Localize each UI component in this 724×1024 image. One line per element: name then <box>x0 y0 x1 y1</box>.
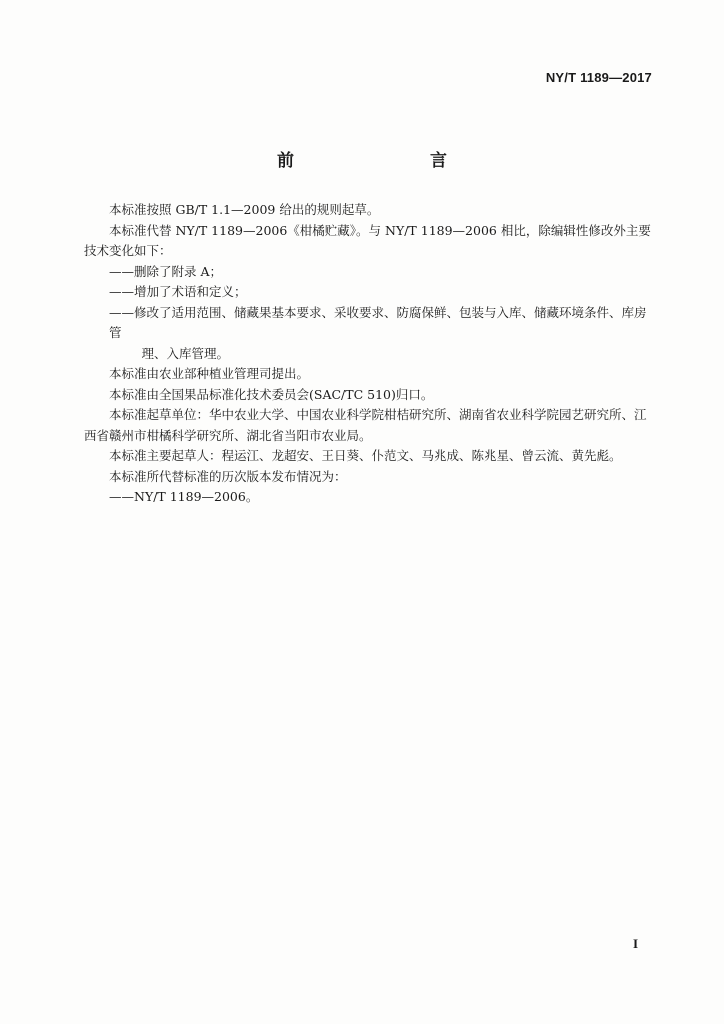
paragraph-proposer: 本标准由农业部种植业管理司提出。 <box>109 366 310 381</box>
change-item-3-line-1: ——修改了适用范围、储藏果基本要求、采收要求、防腐保鲜、包装与入库、储藏环境条件、库房管 <box>109 304 647 340</box>
change-item-3 <box>84 303 654 365</box>
paragraph-replacement: 本标准代替 NY/T 1189—2006《柑橘贮藏》。与 NY/T 1189—2006 相比，除编辑性修改外主要技术变化如下： <box>84 222 651 258</box>
standard-code: NY/T 1189—2017 <box>545 70 652 85</box>
paragraph-drafting-units: 本标准起草单位：华中农业大学、中国农业科学院柑桔研究所、湖南省农业科学院园艺研究所、江西省赣州市柑橘科学研究所、湖北省当阳市农业局。 <box>84 407 647 443</box>
page-number: I <box>632 936 638 951</box>
version-item-1: ——NY/T 1189—2006。 <box>109 489 259 504</box>
paragraph-drafters: 本标准主要起草人：程运江、龙超安、王日葵、仆范文、马兆成、陈兆星、曾云流、黄先彪。 <box>109 448 622 463</box>
change-item-1: ——删除了附录 A； <box>109 263 223 279</box>
document-body <box>84 200 654 508</box>
page-title: 前 言 <box>277 151 481 171</box>
change-item-2: ——增加了术语和定义； <box>109 284 247 299</box>
paragraph-version-history: 本标准所代替标准的历次版本发布情况为： <box>109 468 347 484</box>
paragraph-committee: 本标准由全国果品标准化技术委员会(SAC/TC 510)归口。 <box>109 386 434 402</box>
change-item-3-line-2: 理、入库管理。 <box>141 345 230 361</box>
paragraph-drafting-rules: 本标准按照 GB/T 1.1—2009 给出的规则起草。 <box>109 202 380 217</box>
